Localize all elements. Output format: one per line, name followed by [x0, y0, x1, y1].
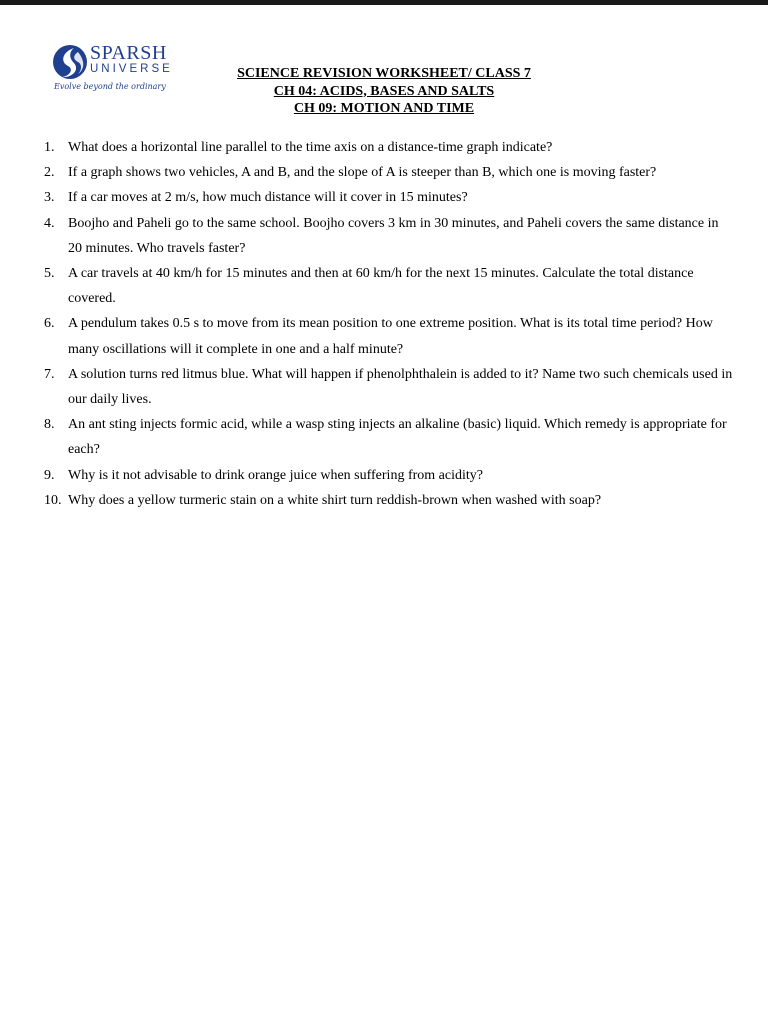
question-item	[44, 311, 734, 361]
question-number: 9.	[44, 467, 55, 483]
logo-subtitle: UNIVERSE	[90, 63, 173, 75]
question-text: If a graph shows two vehicles, A and B, and the slope of A is steeper than B, which one is moving faster?	[68, 165, 657, 181]
question-text: If a car moves at 2 m/s, how much distance will it cover in 15 minutes?	[68, 190, 468, 206]
question-number: 5.	[44, 266, 55, 282]
question-text: Why does a yellow turmeric stain on a white shirt turn reddish-brown when washed with soap?	[68, 492, 602, 508]
sparsh-universe-logo	[52, 42, 180, 98]
question-text: A car travels at 40 km/h for 15 minutes and then at 60 km/h for the next 15 minutes. Calculate the total distance covered.	[68, 266, 694, 307]
question-text: A solution turns red litmus blue. What will happen if phenolphthalein is added to it? Name two such chemicals used in our daily lives.	[68, 366, 733, 408]
worksheet-title: SCIENCE REVISION WORKSHEET/ CLASS 7	[237, 66, 531, 81]
question-item	[44, 261, 734, 311]
question-number: 7.	[44, 366, 55, 382]
question-number: 2.	[44, 165, 55, 181]
question-number: 6.	[44, 316, 55, 332]
question-item	[44, 362, 734, 412]
logo-name: SPARSH	[90, 42, 167, 64]
question-item	[44, 211, 734, 261]
question-text: What does a horizontal line parallel to the time axis on a distance-time graph indicate?	[68, 140, 553, 155]
question-number: 3.	[44, 190, 55, 206]
question-text: Why is it not advisable to drink orange juice when suffering from acidity?	[68, 467, 483, 483]
question-item	[44, 185, 734, 210]
sparsh-swirl-icon	[52, 44, 88, 80]
question-number: 8.	[44, 417, 55, 433]
question-number: 4.	[44, 215, 55, 231]
question-item	[44, 463, 734, 488]
question-item	[44, 160, 734, 185]
question-number: 10.	[44, 492, 62, 508]
question-text: A pendulum takes 0.5 s to move from its mean position to one extreme position. What is its total time period? How many oscillations will it complete in one and a half minute?	[68, 316, 713, 357]
top-border	[0, 0, 768, 5]
question-item	[44, 135, 734, 160]
question-text: An ant sting injects formic acid, while a wasp sting injects an alkaline (basic) liquid. Which remedy is appropriate for each?	[68, 417, 727, 458]
worksheet-header	[200, 65, 568, 118]
chapter-heading-2: CH 09: MOTION AND TIME	[293, 101, 475, 116]
question-number: 1.	[44, 140, 55, 155]
logo-tagline: Evolve beyond the ordinary	[54, 82, 166, 91]
chapter-heading-1: CH 04: ACIDS, BASES AND SALTS	[273, 83, 495, 99]
question-list	[44, 135, 734, 513]
question-item	[44, 488, 734, 513]
question-item	[44, 412, 734, 462]
question-text: Boojho and Paheli go to the same school. Boojho covers 3 km in 30 minutes, and Paheli covers the same distance in 20 minutes. Who travels faster?	[68, 215, 719, 256]
